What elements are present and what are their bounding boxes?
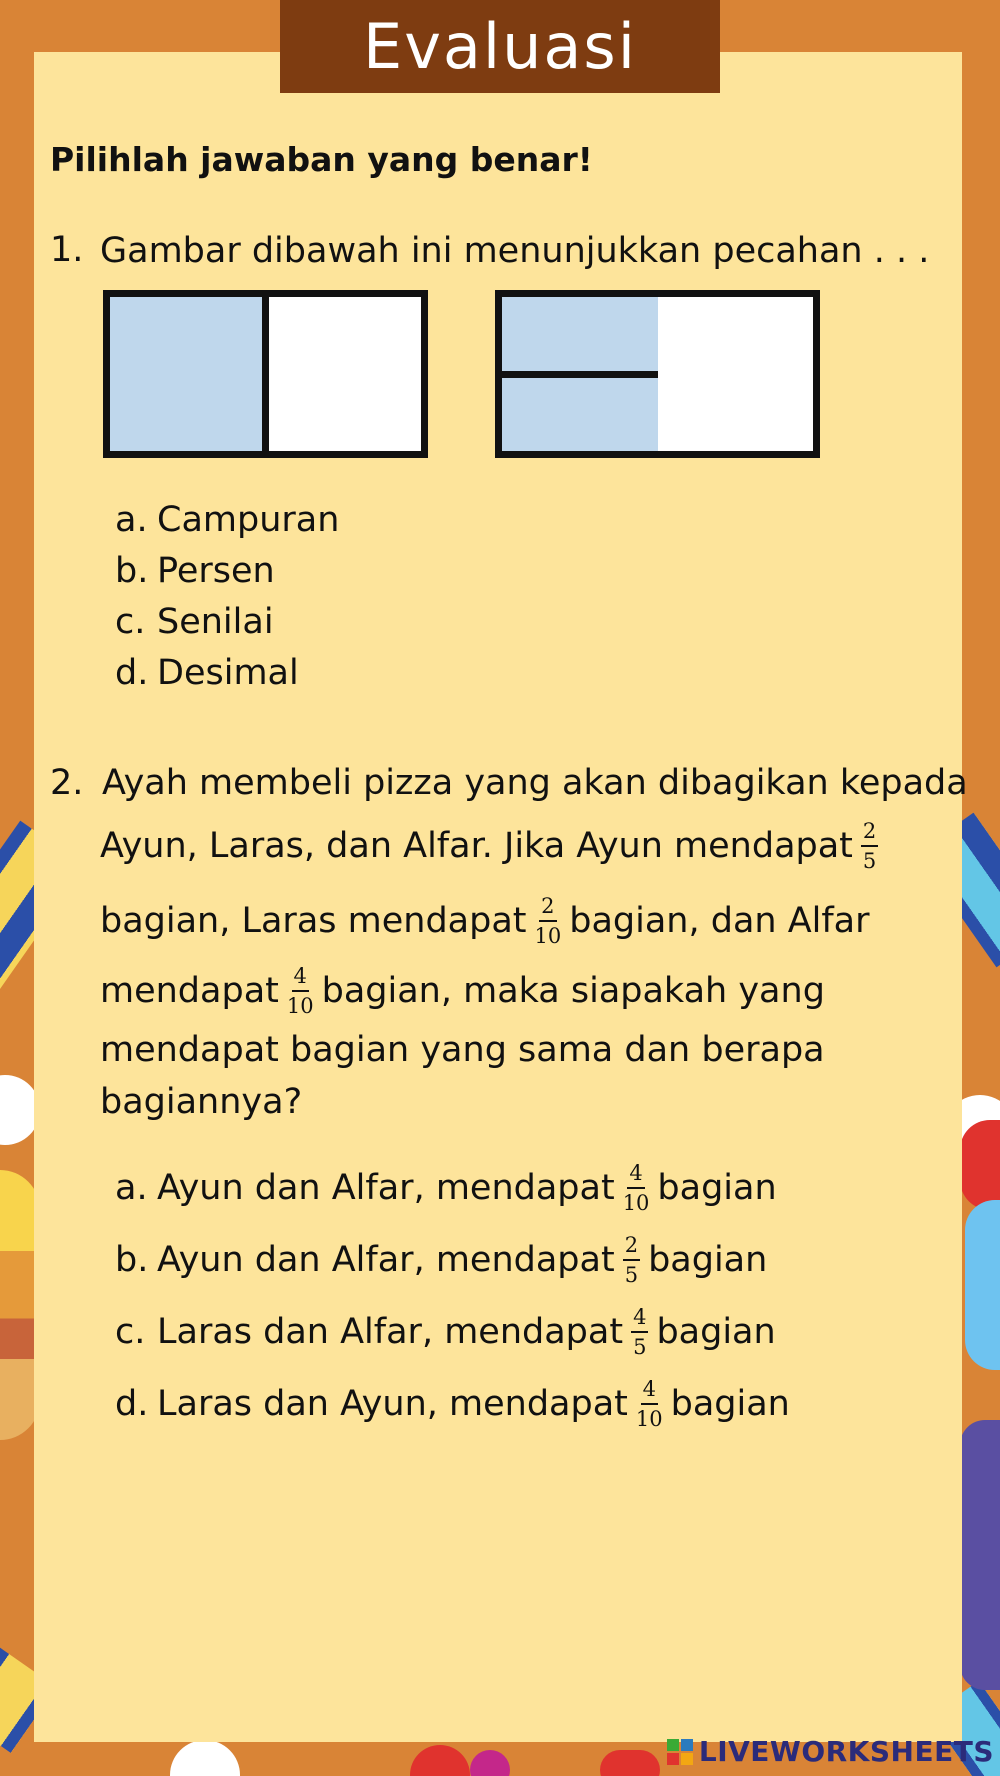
fraction xyxy=(287,965,314,1017)
option-letter: d. xyxy=(115,1384,149,1425)
question-number: 2. xyxy=(50,763,84,803)
fraction-numerator: 4 xyxy=(641,1378,658,1405)
option-letter: a. xyxy=(115,1168,148,1209)
option-letter: a. xyxy=(115,500,148,540)
option-letter: d. xyxy=(115,653,149,693)
fraction-denominator: 5 xyxy=(633,1335,647,1360)
answer-option-b[interactable] xyxy=(115,1234,767,1286)
question-text-line: mendapat bagian yang sama dan berapa xyxy=(100,1030,825,1070)
fraction xyxy=(623,1162,650,1214)
unshaded-part xyxy=(658,297,814,451)
fraction xyxy=(861,820,878,872)
decorative-character-body xyxy=(960,1420,1000,1690)
question-text: bagian, dan Alfar xyxy=(569,901,870,942)
fraction xyxy=(535,895,562,947)
decorative-shape xyxy=(170,1740,240,1776)
decorative-shape xyxy=(600,1750,660,1776)
shaded-part xyxy=(502,297,658,371)
page-title: Evaluasi xyxy=(363,10,637,83)
fraction-figure-half xyxy=(103,290,428,458)
option-text: Persen xyxy=(157,551,275,591)
answer-option-d[interactable] xyxy=(115,653,299,693)
fraction-numerator: 4 xyxy=(627,1162,644,1189)
split-column xyxy=(502,297,658,451)
fraction-denominator: 10 xyxy=(286,994,314,1019)
question-text-line: Ayah membeli pizza yang akan dibagikan kepada xyxy=(102,763,968,803)
option-suffix: bagian xyxy=(657,1168,777,1209)
answer-option-c[interactable] xyxy=(115,602,274,642)
question-number: 1. xyxy=(50,230,84,270)
answer-option-b[interactable] xyxy=(115,551,275,591)
option-letter: c. xyxy=(115,1312,146,1353)
fraction-numerator: 4 xyxy=(292,965,309,992)
watermark-text: LIVEWORKSHEETS xyxy=(698,1735,994,1768)
option-suffix: bagian xyxy=(670,1384,790,1425)
fraction-denominator: 5 xyxy=(624,1263,639,1288)
option-text: Campuran xyxy=(157,500,340,540)
unshaded-part xyxy=(262,297,421,451)
option-text: Ayun dan Alfar, mendapat xyxy=(157,1240,615,1281)
option-suffix: bagian xyxy=(648,1240,768,1281)
fraction-denominator: 10 xyxy=(635,1407,663,1432)
answer-option-a[interactable] xyxy=(115,1162,777,1214)
fraction-denominator: 5 xyxy=(862,849,877,874)
liveworksheets-watermark xyxy=(667,1735,994,1768)
option-text: Ayun dan Alfar, mendapat xyxy=(157,1168,615,1209)
option-letter: c. xyxy=(115,602,146,642)
answer-option-d[interactable] xyxy=(115,1378,790,1430)
fraction xyxy=(631,1306,648,1358)
fraction-denominator: 10 xyxy=(534,924,562,949)
decorative-character xyxy=(965,1200,1000,1370)
fraction-numerator: 4 xyxy=(631,1306,648,1333)
fraction-numerator: 2 xyxy=(623,1234,640,1261)
question-text: bagian, maka siapakah yang xyxy=(321,971,825,1012)
option-letter: b. xyxy=(115,551,149,591)
question-text-line xyxy=(100,965,825,1017)
option-suffix: bagian xyxy=(656,1312,776,1353)
liveworksheets-logo-icon xyxy=(667,1739,693,1765)
question-text-line: bagiannya? xyxy=(100,1082,303,1122)
fraction-denominator: 10 xyxy=(622,1191,650,1216)
question-text: mendapat xyxy=(100,971,279,1012)
question-text: bagian, Laras mendapat xyxy=(100,901,527,942)
instruction-text: Pilihlah jawaban yang benar! xyxy=(50,140,593,179)
shaded-part xyxy=(502,371,658,452)
question-text: Ayun, Laras, dan Alfar. Jika Ayun mendapat xyxy=(100,826,853,867)
fraction-numerator: 2 xyxy=(539,895,556,922)
fraction-numerator: 2 xyxy=(861,820,878,847)
answer-option-c[interactable] xyxy=(115,1306,776,1358)
fraction xyxy=(636,1378,663,1430)
question-text-line xyxy=(100,820,886,872)
answer-option-a[interactable] xyxy=(115,500,339,540)
option-text: Senilai xyxy=(157,602,274,642)
option-letter: b. xyxy=(115,1240,149,1281)
option-text: Laras dan Alfar, mendapat xyxy=(157,1312,624,1353)
question-text-line xyxy=(100,895,870,947)
decorative-shape xyxy=(470,1750,510,1776)
title-banner xyxy=(280,0,720,93)
shaded-part xyxy=(110,297,262,451)
question-text: Gambar dibawah ini menunjukkan pecahan . . . xyxy=(100,231,930,271)
decorative-shape xyxy=(410,1745,470,1776)
fraction xyxy=(623,1234,640,1286)
option-text: Laras dan Ayun, mendapat xyxy=(157,1384,628,1425)
option-text: Desimal xyxy=(157,653,299,693)
fraction-figure-quarters xyxy=(495,290,820,458)
decorative-character-hat xyxy=(960,1120,1000,1210)
